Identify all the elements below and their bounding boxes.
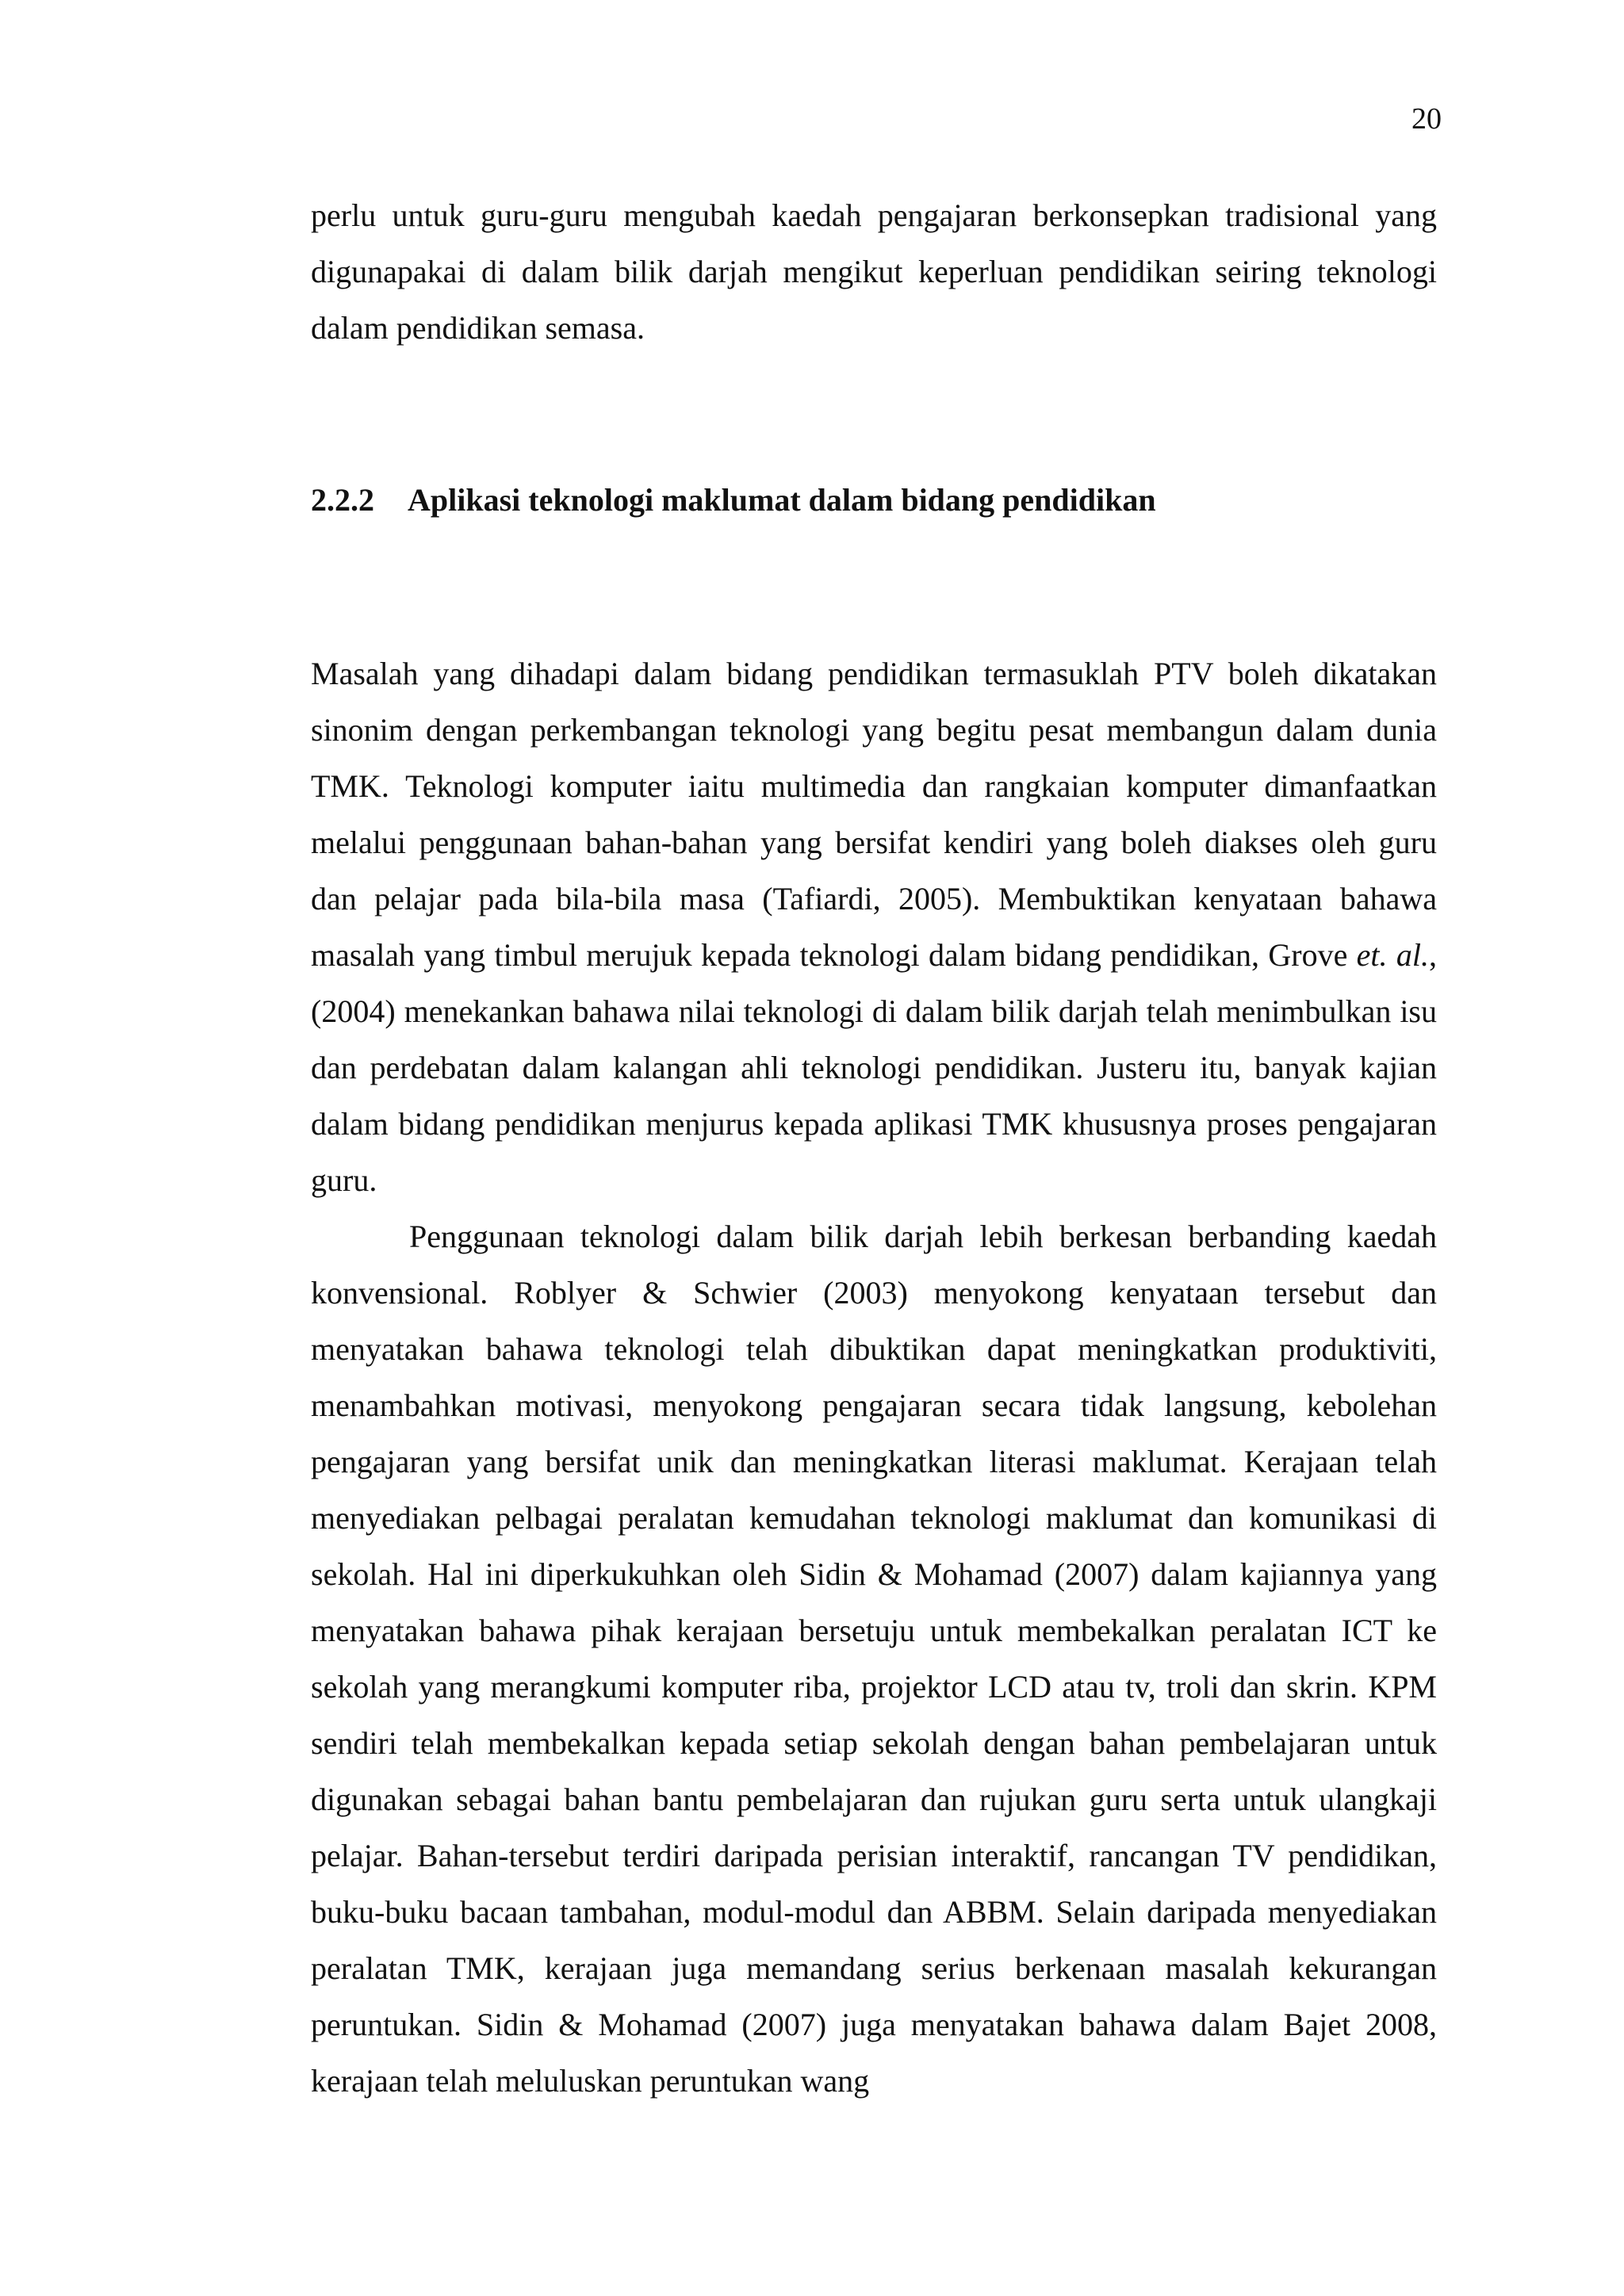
citation-et-al: et. al.	[1356, 937, 1429, 973]
page-number: 20	[1411, 102, 1442, 136]
section-title: Aplikasi teknologi maklumat dalam bidang pendidikan	[408, 482, 1156, 518]
body-paragraph-2: Penggunaan teknologi dalam bilik darjah lebih berkesan berbanding kaedah konvensional. Roblyer & Schwier (2003) menyokong kenyataan tersebut dan menyatakan bahawa teknologi telah dibuktikan dapat meningkatkan produktiviti, menambahkan motivasi, menyokong pengajaran secara tidak langsung, kebolehan pengajaran yang bersifat unik dan meningkatkan literasi maklumat. Kerajaan telah menyediakan pelbagai peralatan kemudahan teknologi maklumat dan komunikasi di sekolah. Hal ini diperkukuhkan oleh Sidin & Mohamad (2007) dalam kajiannya yang menyatakan bahawa pihak kerajaan bersetuju untuk membekalkan peralatan ICT ke sekolah yang merangkumi komputer riba, projektor LCD atau tv, troli dan skrin. KPM sendiri telah membekalkan kepada setiap sekolah dengan bahan pembelajaran untuk digunakan sebagai bahan bantu pembelajaran dan rujukan guru serta untuk ulangkaji pelajar. Bahan-tersebut terdiri daripada perisian interaktif, rancangan TV pendidikan, buku-buku bacaan tambahan, modul-modul dan ABBM. Selain daripada menyediakan peralatan TMK, kerajaan juga memandang serius berkenaan masalah kekurangan peruntukan. Sidin & Mohamad (2007) juga menyatakan bahawa dalam Bajet 2008, kerajaan telah meluluskan peruntukan wang	[311, 1219, 1437, 2099]
intro-paragraph: perlu untuk guru-guru mengubah kaedah pengajaran berkonsepkan tradisional yang digunapakai di dalam bilik darjah mengikut keperluan pendidikan seiring teknologi dalam pendidikan semasa.	[311, 197, 1437, 346]
section-heading	[311, 472, 1437, 528]
paragraph-1-text-b: , (2004) menekankan bahawa nilai teknologi di dalam bilik darjah telah menimbulkan isu dan perdebatan dalam kalangan ahli teknologi pendidikan. Justeru itu, banyak kajian dalam bidang pendidikan menjurus kepada aplikasi TMK khususnya proses pengajaran guru.	[311, 937, 1437, 1198]
body-paragraph-1	[311, 645, 1437, 1208]
section-number: 2.2.2	[311, 482, 374, 518]
paragraph-1-text-a: Masalah yang dihadapi dalam bidang pendidikan termasuklah PTV boleh dikatakan sinonim dengan perkembangan teknologi yang begitu pesat membangun dalam dunia TMK. Teknologi komputer iaitu multimedia dan rangkaian komputer dimanfaatkan melalui penggunaan bahan-bahan yang bersifat kendiri yang boleh diakses oleh guru dan pelajar pada bila-bila masa (Tafiardi, 2005). Membuktikan kenyataan bahawa masalah yang timbul merujuk kepada teknologi dalam bidang pendidikan, Grove	[311, 656, 1437, 973]
page-content	[311, 187, 1437, 2109]
